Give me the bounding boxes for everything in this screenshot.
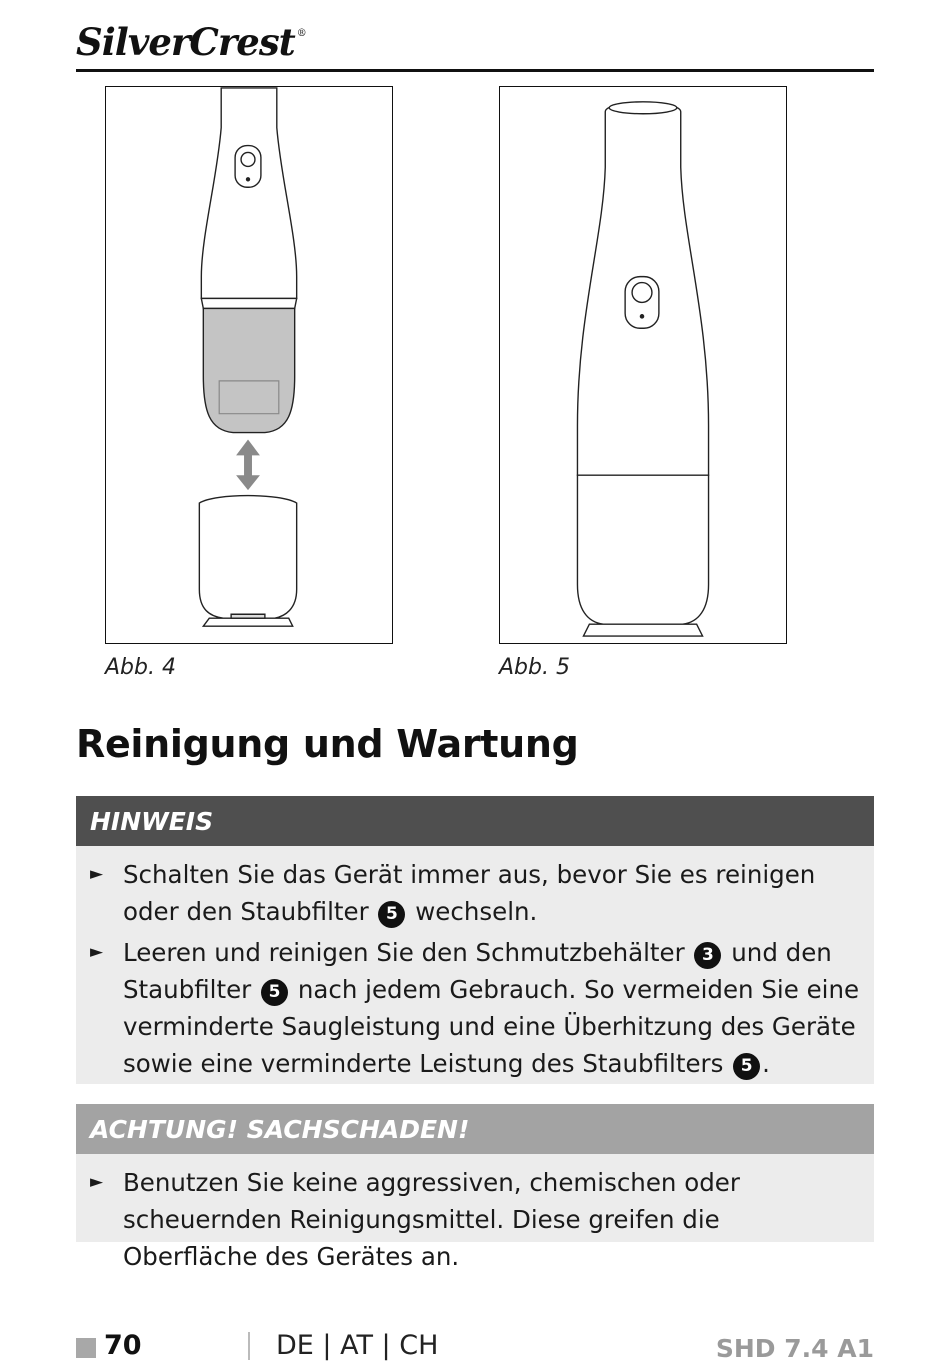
page-header bbox=[76, 18, 874, 72]
bullet-arrow-icon: ► bbox=[90, 1172, 104, 1192]
hinweis-list bbox=[76, 846, 874, 1082]
part-number-badge: 5 bbox=[733, 1053, 760, 1080]
figure-5-caption: Abb. 5 bbox=[499, 655, 570, 680]
part-number-badge: 3 bbox=[694, 942, 721, 969]
hinweis-item: ► Schalten Sie das Gerät immer aus, bevor Sie es reinigen oder den Staubfilter 5 wechseln. bbox=[90, 856, 862, 930]
achtung-heading: ACHTUNG! SACHSCHADEN! bbox=[76, 1104, 874, 1154]
figure-4-illustration bbox=[105, 86, 393, 644]
part-number-badge: 5 bbox=[261, 979, 288, 1006]
hinweis-box bbox=[76, 796, 874, 1084]
vacuum-disassembled-illustration bbox=[106, 87, 392, 643]
figure-5-illustration bbox=[499, 86, 787, 644]
page-marker-icon bbox=[76, 1338, 96, 1358]
brand-logo: SilverCrest ® bbox=[76, 20, 306, 64]
bullet-arrow-icon: ► bbox=[90, 864, 104, 884]
part-number-badge: 5 bbox=[378, 901, 405, 928]
footer-divider bbox=[248, 1332, 250, 1360]
achtung-list bbox=[76, 1154, 874, 1275]
bullet-arrow-icon: ► bbox=[90, 942, 104, 962]
page-number: 70 bbox=[104, 1330, 142, 1361]
vacuum-assembled-illustration bbox=[500, 87, 786, 643]
hinweis-item: ► Leeren und reinigen Sie den Schmutzbehälter 3 und den Staubfilter 5 nach jedem Gebrauch. So vermeiden Sie eine verminderte Saugleistung und eine Überhitzung des Geräte sowie eine verminderte Leistung des Staubfilters 5 . bbox=[90, 934, 862, 1082]
achtung-item: ► Benutzen Sie keine aggressiven, chemischen oder scheuernden Reinigungsmittel. Diese greifen die Oberfläche des Gerätes an. bbox=[90, 1164, 862, 1275]
language-list: DE | AT | CH bbox=[276, 1330, 439, 1361]
hinweis-heading: HINWEIS bbox=[76, 796, 874, 846]
achtung-box bbox=[76, 1104, 874, 1271]
figure-4-caption: Abb. 4 bbox=[105, 655, 176, 680]
page-footer bbox=[76, 1322, 874, 1365]
section-title: Reinigung und Wartung bbox=[76, 722, 579, 766]
model-number: SHD 7.4 A1 bbox=[715, 1334, 874, 1363]
